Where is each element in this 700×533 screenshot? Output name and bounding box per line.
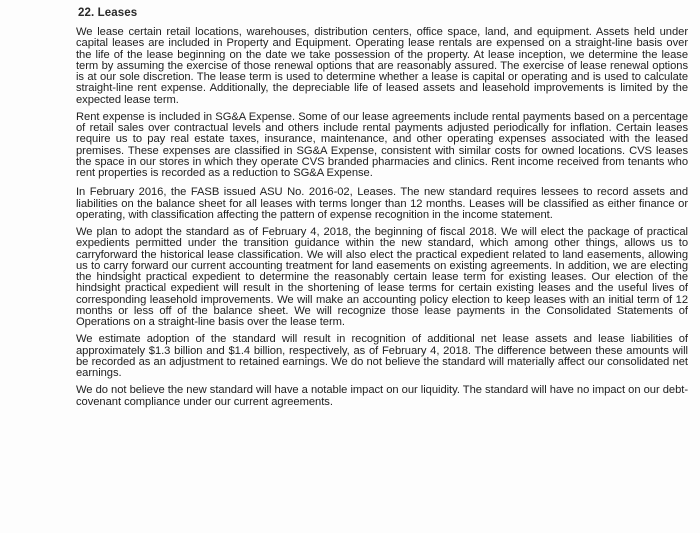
paragraph-adoption-plan: We plan to adopt the standard as of February 4, 2018, the beginning of fiscal 2018. We will elect the package of practical expedients permitted under the transition guidance within the new standard, which among other things, allows us to carryforward the historical lease classification. We will also elect the practical expedient related to land easements, allowing us to carry forward our current accounting treatment for land easements on existing agreements. In addition, we are electing the hindsight practical expedient to determine the reasonably certain lease term for existing leases. Our election of the hindsight practical expedient will result in the shortening of lease terms for certain existing leases and the useful lives of corresponding leasehold improvements. We will make an accounting policy election to keep leases with an initial term of 12 months or less off of the balance sheet. We will recognize those lease payments in the Consolidated Statements of Operations on a straight-line basis over the lease term. (76, 226, 688, 328)
note-body (76, 27, 688, 414)
paragraph-adoption-estimate: We estimate adoption of the standard will result in recognition of additional net lease assets and lease liabilities of approximately $1.3 billion and $1.4 billion, respectively, as of February 4, 2018. The difference between these amounts will be recorded as an adjustment to retained earnings. We do not believe the standard will materially affect our consolidated net earnings. (76, 333, 688, 379)
paragraph-asu-2016-02: In February 2016, the FASB issued ASU No. 2016-02, Leases. The new standard requires lessees to record assets and liabilities on the balance sheet for all leases with terms longer than 12 months. Leases will be classified as either finance or operating, with classification affecting the pattern of expense recognition in the income statement. (76, 186, 688, 221)
paragraph-liquidity-impact: We do not believe the new standard will have a notable impact on our liquidity. The standard will have no impact on our debt-covenant compliance under our current agreements. (76, 384, 688, 408)
paragraph-rent-expense: Rent expense is included in SG&A Expense. Some of our lease agreements include rental payments based on a percentage of retail sales over contractual levels and others include rental payments adjusted periodically for inflation. Certain leases require us to pay real estate taxes, insurance, maintenance, and other operating expenses associated with the leased premises. These expenses are classified in SG&A Expense, consistent with similar costs for owned locations. CVS leases the space in our stores in which they operate CVS branded pharmacies and clinics. Rent income received from tenants who rent properties is recorded as a reduction to SG&A Expense. (76, 110, 688, 179)
note-heading: 22. Leases (78, 7, 138, 19)
paragraph-lease-overview: We lease certain retail locations, warehouses, distribution centers, office space, land, and equipment. Assets held under capital leases are included in Property and Equipment. Operating lease rentals are expensed on a straight-line basis over the life of the lease beginning on the date we take possession of the property. At lease inception, we determine the lease term by assuming the exercise of those renewal options that are reasonably assured. The exercise of lease renewal options is at our sole discretion. The lease term is used to determine whether a lease is capital or operating and is used to calculate straight-line rent expense. Additionally, the depreciable life of leased assets and leasehold improvements is limited by the expected lease term. (76, 26, 688, 106)
